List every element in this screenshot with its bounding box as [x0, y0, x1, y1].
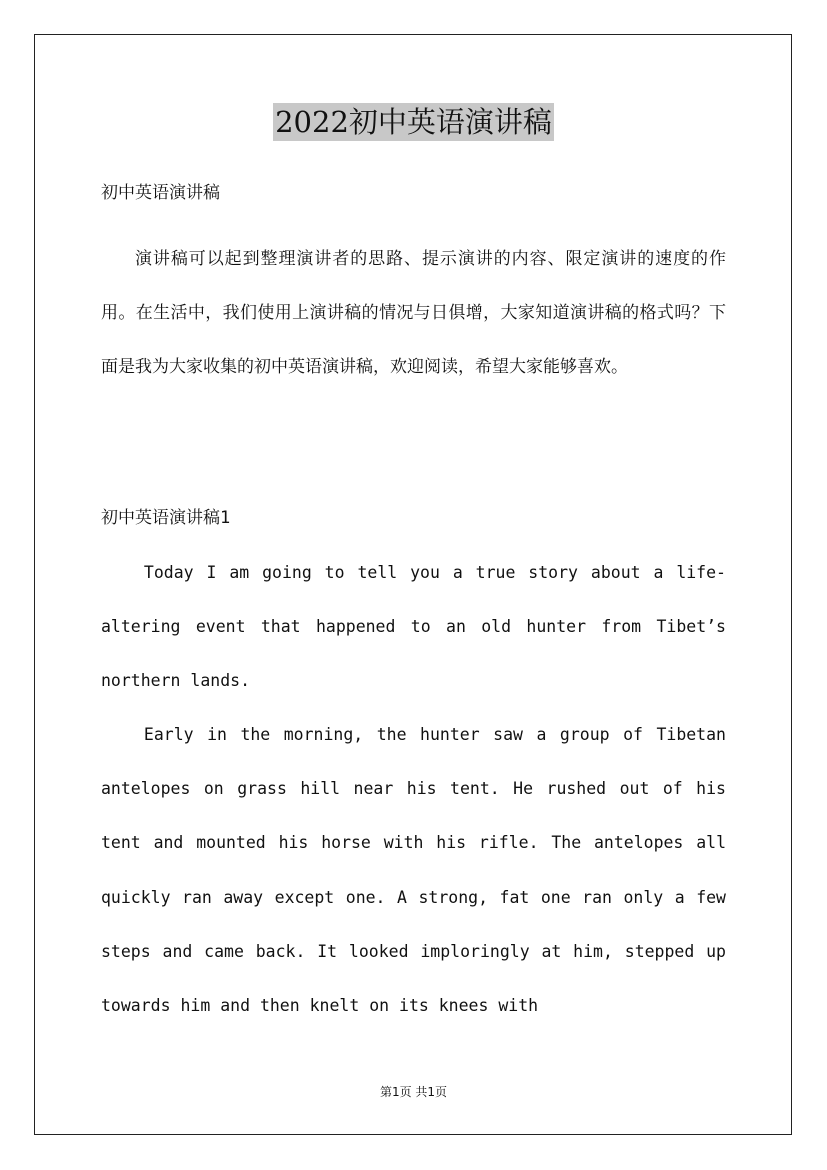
document-title: 2022初中英语演讲稿	[275, 105, 552, 139]
page-footer: 第1页 共1页	[379, 1085, 448, 1099]
body-paragraph-1: Today I am going to tell you a true story about a life-altering event that happened to an old hunter from Tibet’s northern lands.	[101, 563, 726, 690]
section-heading: 初中英语演讲稿1	[101, 508, 231, 528]
body-paragraph-2: Early in the morning, the hunter saw a group of Tibetan antelopes on grass hill near his tent. He rushed out of his tent and mounted his horse with his rifle. The antelopes all quickly ran away except one. A strong, fat one ran only a few steps and came back. It looked imploringly at him, stepped up towards him and then knelt on its knees with	[101, 725, 726, 1016]
title-container	[0, 103, 827, 141]
document-subtitle: 初中英语演讲稿	[101, 183, 220, 203]
intro-paragraph: 演讲稿可以起到整理演讲者的思路、提示演讲的内容、限定演讲的速度的作用。在生活中，我们使用上演讲稿的情况与日俱增，大家知道演讲稿的格式吗？下面是我为大家收集的初中英语演讲稿，欢迎阅读，希望大家能够喜欢。	[101, 249, 726, 377]
